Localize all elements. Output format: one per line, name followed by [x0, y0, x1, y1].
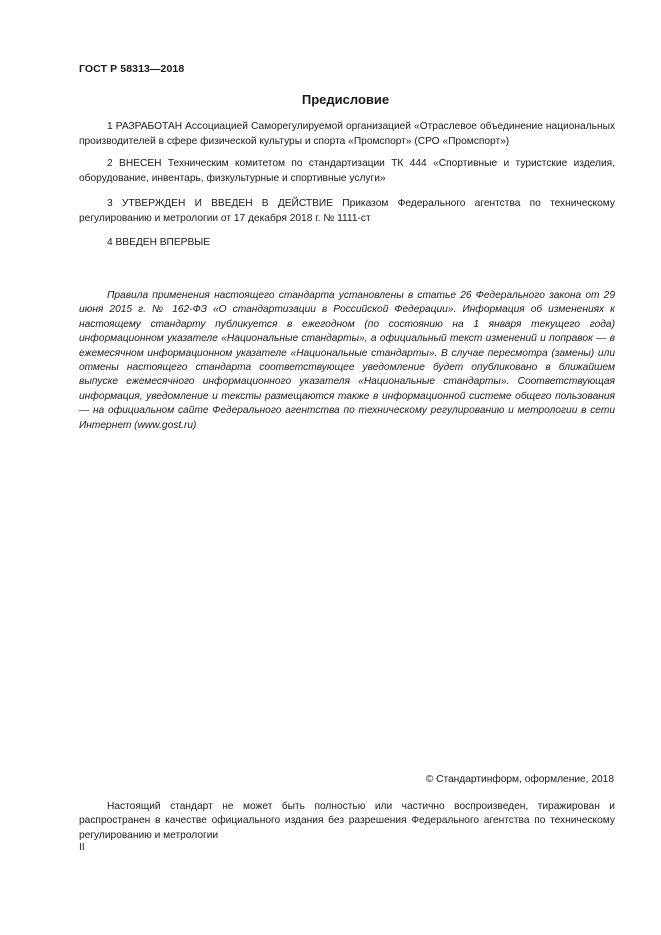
foreword-item-1 — [79, 120, 615, 149]
standard-code-header: ГОСТ Р 58313—2018 — [79, 63, 185, 75]
application-rules-note: Правила применения настоящего стандарта установлены в статье 26 Федерального закона от 29 июня 2015 г. № 162-ФЗ «О стандартизации в Российской Федерации». Информация об изменениях к настоящему стандарту публикуется в ежегодном (по состоянию на 1 января текущего года) информационном указателе «Национальные стандарты», а официальный текст изменений и поправок — в ежемесячном информационном указателе «Национальные стандарты». В случае пересмотра (замены) или отмены настоящего стандарта соответствующее уведомление будет опубликовано в ближайшем выпуске ежемесячного информационного указателя «Национальные стандарты». Соответствующая информация, уведомление и тексты размещаются также в информационной системе общего пользования — на официальном сайте Федерального агентства по техническому регулированию и метрологии в сети Интернет (www.gost.ru) — [79, 290, 615, 431]
legal-notice: Настоящий стандарт не может быть полностью или частично воспроизведен, тиражирован и распространен в качестве официального издания без разрешения Федерального агентства по техническому регулированию и метрологии — [79, 801, 615, 841]
foreword-item-4-text: 4 ВВЕДЕН ВПЕРВЫЕ — [107, 237, 211, 248]
foreword-item-1-text: 1 РАЗРАБОТАН Ассоциацией Саморегулируемой организацией «Отраслевое объединение национальных производителей в сфере физической культуры и спорта «Промспорт» (СРО «Промспорт») — [79, 121, 615, 147]
foreword-item-3-text: 3 УТВЕРЖДЕН И ВВЕДЕН В ДЕЙСТВИЕ Приказом Федерального агентства по техническому регулированию и метрологии от 17 декабря 2018 г. № 1111-ст — [79, 198, 615, 224]
foreword-item-3 — [79, 197, 615, 226]
page-number: II — [79, 842, 85, 853]
foreword-item-4 — [79, 236, 615, 251]
foreword-item-2 — [79, 157, 615, 186]
copyright-line: © Стандартинформ, оформление, 2018 — [425, 774, 614, 785]
foreword-item-2-text: 2 ВНЕСЕН Техническим комитетом по стандартизации ТК 444 «Спортивные и туристские изделия, оборудование, инвентарь, физкультурные и спортивные услуги» — [79, 158, 615, 184]
page-title: Предисловие — [301, 92, 390, 107]
